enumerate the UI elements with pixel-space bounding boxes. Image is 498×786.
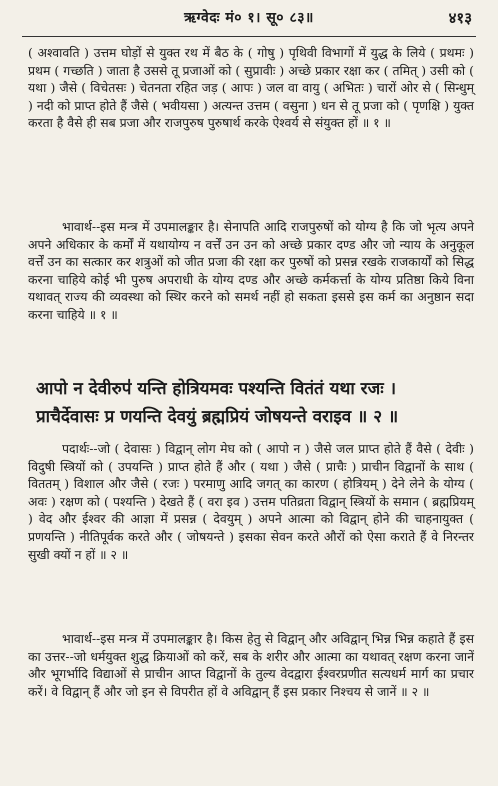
padartha-paragraph-1: ( अश्वावति ) उत्तम घोड़ों से युक्त रथ में बैठ के ( गोषु ) पृथिवी विभागों में युद्ध के लिये ( प्रथमः ) प्रथम ( गच्छति ) जाता है उससे तू प्रजाओं को ( सुप्रावीः ) अच्छे प्रकार रक्षा कर ( तमित् ) उसी को ( यथा ) जैसे ( विचेतसः ) चेतनता रहित जड़ ( आपः ) जल वा वायु ( अभितः ) चारों ओर से ( सिन्धुम् ) नदी को प्राप्त होते हैं जैसे ( भवीयसा ) अत्यन्त उत्तम ( वसुना ) धन से तू प्रजा को ( पृणक्षि ) युक्त करता है वैसे ही सब प्रजा और राजपुरुष पुरुषार्थ करके ऐश्वर्य से संयुक्त हों ॥ १ ॥ — [28, 45, 474, 131]
header-rule — [22, 36, 476, 37]
padartha-paragraph-2: पदार्थः--जो ( देवासः ) विद्वान् लोग मेघ को ( आपो न ) जैसे जल प्राप्त होते हैं वैसे ( देवीः ) विदुषी स्त्रियों को ( उपयन्ति ) प्राप्त होते हैं और ( यथा ) जैसे ( प्राचैः ) प्राचीन विद्वानों के साथ ( विततम् ) विशाल और जैसे ( रजः ) परमाणु आदि जगत् का कारण ( होत्रियम् ) देने लेने के योग्य ( अवः ) रक्षण को ( पश्यन्ति ) देखते हैं ( वरा इव ) उत्तम पतिव्रता विद्वान् स्त्रियों के समान ( ब्रह्मप्रियम् ) वेद और ईश्वर की आज्ञा में प्रसन्न ( देवयुम् ) अपने आत्मा को विद्वान् होने की चाहनायुक्त ( प्रणयन्ति ) नीतिपूर्वक करते और ( जोषयन्ते ) इसका सेवन करते औरों को ऐसा कराते हैं वे निरन्तर सुखी क्यों न हों ॥ २ ॥ — [28, 441, 474, 562]
page-number: ४१३ — [448, 9, 472, 27]
running-title: ऋग्वेदः मं० १। सू० ८३॥ — [184, 10, 314, 26]
mantra-line-2: प्राचैर्देवासः प्र णयन्ति देवयुं ब्रह्मप्रियं जोषयन्ते वराइव ॥ २ ॥ — [36, 407, 399, 427]
page-header — [0, 6, 498, 32]
mantra-line-1: आपो न देवीरुप॑ यन्ति होत्रियमवः पश्यन्ति वितंतं यथा रजः । — [36, 379, 397, 399]
bhavartha-paragraph-2: भावार्थ--इस मन्त्र में उपमालङ्कार है। किस हेतु से विद्वान् और अविद्वान् भिन्न भिन्न कहाते हैं इस का उत्तर--जो धर्मयुक्त शुद्ध क्रियाओं को करें, सब के शरीर और आत्मा का यथावत् रक्षण करना जानें और भूगर्भादि विद्याओं से प्राचीन आप्त विद्वानों के तुल्य वेदद्वारा ईश्वरप्रणीत सत्यधर्म मार्ग का प्रचार करें। वे विद्वान् हैं और जो इन से विपरीत हों वे अविद्वान् हैं इस प्रकार निश्चय से जानें ॥ २ ॥ — [28, 631, 474, 699]
bhavartha-paragraph-1: भावार्थ--इस मन्त्र में उपमालङ्कार है। सेनापति आदि राजपुरुषों को योग्य है कि जो भृत्य अपने अपने अधिकार के कर्मों में यथायोग्य न वर्त्तें उन उन को अच्छे प्रकार दण्ड और जो न्याय के अनुकूल वर्त्तें उन का सत्कार कर शत्रुओं को जीत प्रजा की रक्षा कर पुरुषों को प्रसन्न रखके राजकार्यों को सिद्ध करना चाहिये कोई भी पुरुष अपराधी के योग्य दण्ड और अच्छे कर्मकर्त्ता के योग्य प्रतिष्ठा किये विना यथावत् राज्य की व्यवस्था को स्थिर करने को समर्थ नहीं हो सकता इससे इस कर्म का अनुष्ठान सदा करना चाहिये ॥ १ ॥ — [28, 219, 474, 322]
